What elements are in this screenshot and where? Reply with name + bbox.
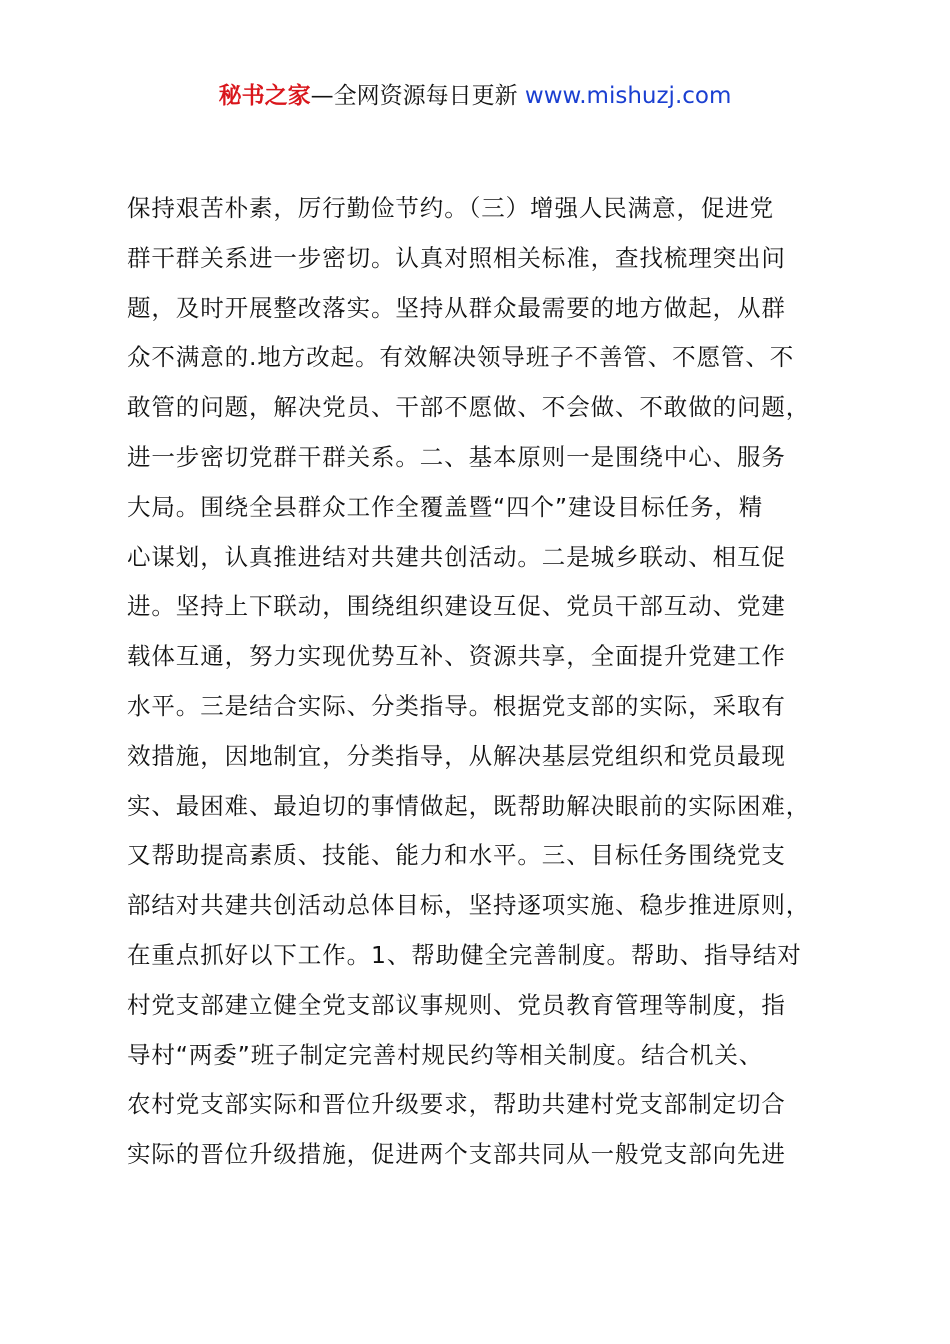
body-line: 水平。三是结合实际、分类指导。根据党支部的实际，采取有 [127,691,786,720]
site-brand: 秘书之家 [218,83,311,109]
body-line: 载体互通，努力实现优势互补、资源共享，全面提升党建工作 [127,642,786,671]
body-line: 题，及时开展整改落实。坚持从群众最需要的地方做起，从群 [127,293,786,322]
body-line: 实、最困难、最迫切的事情做起，既帮助解决眼前的实际困难， [127,791,811,820]
body-line: 进一步密切党群干群关系。二、基本原则一是围绕中心、服务 [127,442,786,471]
body-line: 实际的晋位升级措施，促进两个支部共同从一般党支部向先进 [127,1140,786,1169]
document-body [127,184,835,1180]
site-header [0,80,950,112]
body-line: 众不满意的.地方改起。有效解决领导班子不善管、不愿管、不 [127,343,795,372]
body-line: 村党支部建立健全党支部议事规则、党员教育管理等制度，指 [127,990,786,1019]
site-url-link[interactable]: www.mishuzj.com [524,83,732,109]
body-line: 保持艰苦朴素，厉行勤俭节约。（三）增强人民满意，促进党 [127,194,775,222]
body-line: 效措施，因地制宜，分类指导，从解决基层党组织和党员最现 [127,741,786,770]
body-line: 在重点抓好以下工作。1、帮助健全完善制度。帮助、指导结对 [127,940,802,969]
body-line: 又帮助提高素质、技能、能力和水平。三、目标任务围绕党支 [127,841,786,870]
site-tagline: —全网资源每日更新 [310,83,518,109]
body-line: 心谋划，认真推进结对共建共创活动。二是城乡联动、相互促 [127,542,786,571]
body-line: 大局。围绕全县群众工作全覆盖暨“四个”建设目标任务，精 [127,492,764,521]
body-line: 农村党支部实际和晋位升级要求，帮助共建村党支部制定切合 [127,1090,786,1119]
body-line: 部结对共建共创活动总体目标，坚持逐项实施、稳步推进原则， [127,891,811,920]
body-line: 进。坚持上下联动，围绕组织建设互促、党员干部互动、党建 [127,592,786,621]
body-line: 敢管的问题，解决党员、干部不愿做、不会做、不敢做的问题， [127,393,811,422]
body-line: 群干群关系进一步密切。认真对照相关标准，查找梳理突出问 [127,243,786,272]
body-line: 导村“两委”班子制定完善村规民约等相关制度。结合机关、 [127,1040,764,1069]
